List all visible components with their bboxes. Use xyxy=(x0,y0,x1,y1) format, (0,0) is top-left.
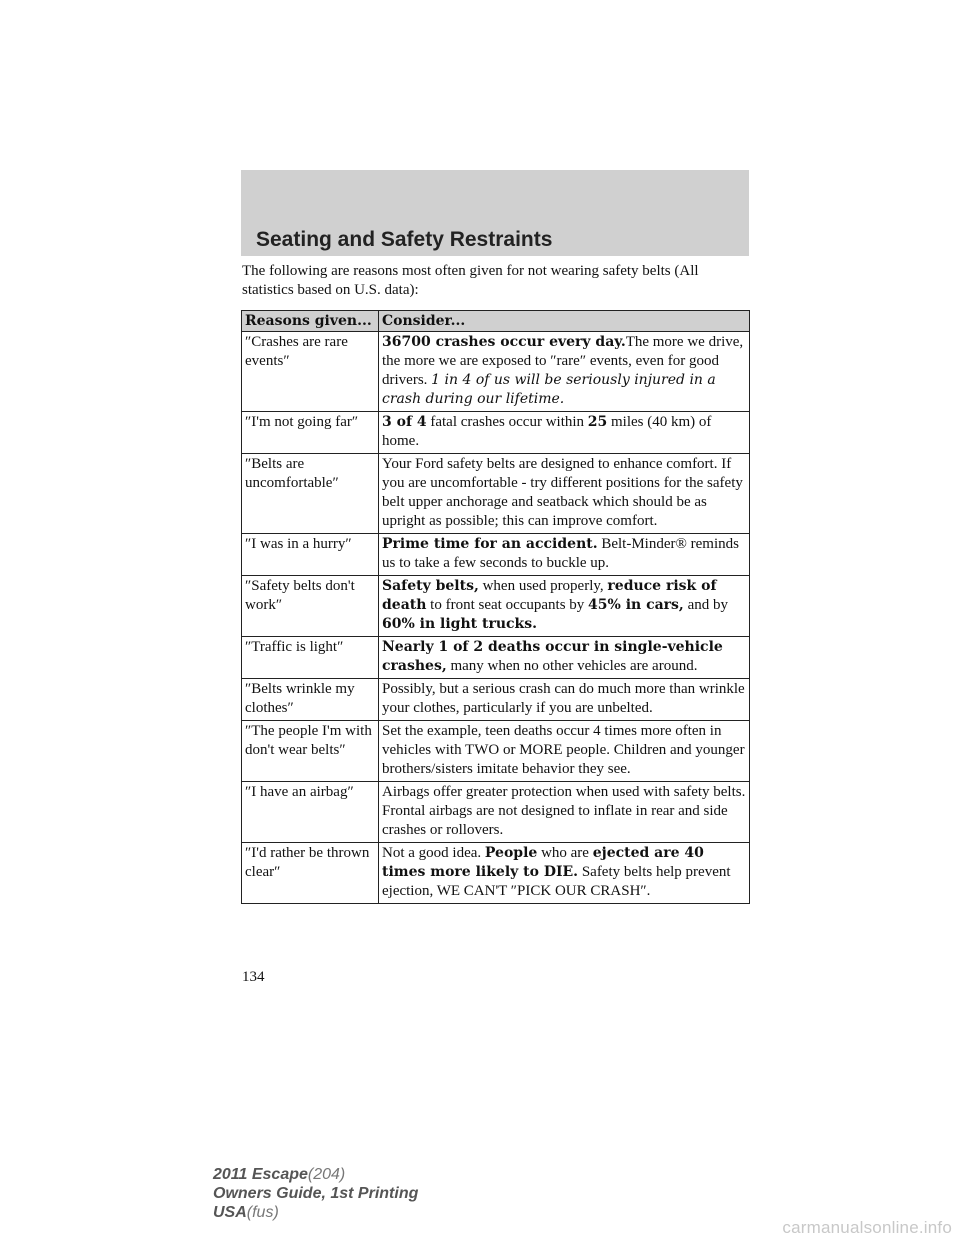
table-header-row xyxy=(242,311,750,332)
consider-text: Not a good idea. xyxy=(382,845,485,861)
consider-text: to front seat occupants by xyxy=(426,597,589,613)
consider-cell xyxy=(379,576,750,637)
table-row xyxy=(242,679,750,721)
consider-cell xyxy=(379,843,750,904)
table-row xyxy=(242,576,750,637)
table-row xyxy=(242,412,750,454)
consider-cell xyxy=(379,534,750,576)
print-footer xyxy=(213,1165,418,1222)
consider-cell xyxy=(379,454,750,534)
consider-text: 25 xyxy=(587,414,608,430)
reason-cell: ″I'd rather be thrown clear″ xyxy=(242,843,379,904)
consider-text: Possibly, but a serious crash can do much more than wrinkle your clothes, particularly if you are unbelted. xyxy=(382,681,745,716)
consider-cell xyxy=(379,782,750,843)
column-header-reasons: Reasons given... xyxy=(242,311,379,332)
column-header-consider: Consider... xyxy=(379,311,750,332)
consider-text: many when no other vehicles are around. xyxy=(446,658,698,674)
reason-cell: ″Belts are uncomfortable″ xyxy=(242,454,379,534)
consider-cell xyxy=(379,721,750,782)
consider-text: miles (40 km) of home. xyxy=(382,414,712,449)
consider-text: Safety belts, xyxy=(382,578,479,594)
table-row xyxy=(242,332,750,412)
consider-cell xyxy=(379,679,750,721)
section-title: Seating and Safety Restraints xyxy=(256,228,553,251)
consider-text: fatal crashes occur within xyxy=(426,414,588,430)
table-row xyxy=(242,721,750,782)
consider-text: Belt-Minder® reminds us to take a few seconds to buckle up. xyxy=(382,536,739,571)
consider-text: The more we drive, the more we are exposed to ″rare″ events, even for good drivers. xyxy=(382,334,744,388)
consider-text: 3 of 4 xyxy=(382,414,427,430)
consider-text: when used properly, xyxy=(478,578,608,594)
consider-cell xyxy=(379,412,750,454)
consider-text: Nearly 1 of 2 deaths occur in single-vehicle crashes, xyxy=(382,639,723,674)
page-number: 134 xyxy=(242,969,265,985)
consider-text: 60% in light trucks. xyxy=(382,616,537,632)
consider-text: Prime time for an accident. xyxy=(382,536,598,552)
consider-text: reduce risk of death xyxy=(382,578,717,613)
consider-text: Safety belts help prevent ejection, WE CAN'T ″PICK OUR CRASH″. xyxy=(382,864,731,899)
reason-cell: ″Crashes are rare events″ xyxy=(242,332,379,412)
reason-cell: ″I have an airbag″ xyxy=(242,782,379,843)
reason-cell: ″I was in a hurry″ xyxy=(242,534,379,576)
consider-text: Your Ford safety belts are designed to enhance comfort. If you are uncomfortable - try different positions for the safety belt upper anchorage and seatback which should be as upright as possible; this can improve comfort. xyxy=(382,456,743,529)
table-row xyxy=(242,534,750,576)
table-body xyxy=(242,332,750,904)
consider-text: 1 in 4 of us will be seriously injured in a crash during our lifetime. xyxy=(382,372,716,407)
footer-market: USA xyxy=(213,1204,247,1221)
reason-cell: ″Safety belts don't work″ xyxy=(242,576,379,637)
table-row xyxy=(242,637,750,679)
reason-cell: ″The people I'm with don't wear belts″ xyxy=(242,721,379,782)
reasons-table xyxy=(241,310,750,904)
consider-text: People xyxy=(484,845,538,861)
footer-model: 2011 Escape xyxy=(213,1166,308,1183)
footer-market-code: (fus) xyxy=(246,1204,279,1221)
consider-text: and by xyxy=(683,597,728,613)
footer-model-code: (204) xyxy=(307,1166,346,1183)
watermark-link[interactable]: carmanualsonline.info xyxy=(782,1218,952,1237)
intro-paragraph: The following are reasons most often given for not wearing safety belts (All statistics based on U.S. data): xyxy=(242,263,699,298)
table-row xyxy=(242,454,750,534)
footer-edition: Owners Guide, 1st Printing xyxy=(213,1185,419,1202)
consider-text: ejected are 40 times more likely to DIE. xyxy=(382,845,704,880)
reason-cell: ″Traffic is light″ xyxy=(242,637,379,679)
consider-text: 36700 crashes occur every day. xyxy=(382,334,626,350)
consider-cell xyxy=(379,332,750,412)
consider-text: Airbags offer greater protection when used with safety belts. Frontal airbags are not designed to inflate in rear and side crashes or rollovers. xyxy=(382,784,746,838)
reason-cell: ″I'm not going far″ xyxy=(242,412,379,454)
reason-cell: ″Belts wrinkle my clothes″ xyxy=(242,679,379,721)
consider-cell xyxy=(379,637,750,679)
consider-text: 45% in cars, xyxy=(588,597,684,613)
consider-text: who are xyxy=(537,845,593,861)
table-row xyxy=(242,843,750,904)
table-row xyxy=(242,782,750,843)
consider-text: Set the example, teen deaths occur 4 times more often in vehicles with TWO or MORE people. Children and younger brothers/sisters imitate behavior they see. xyxy=(382,723,745,777)
